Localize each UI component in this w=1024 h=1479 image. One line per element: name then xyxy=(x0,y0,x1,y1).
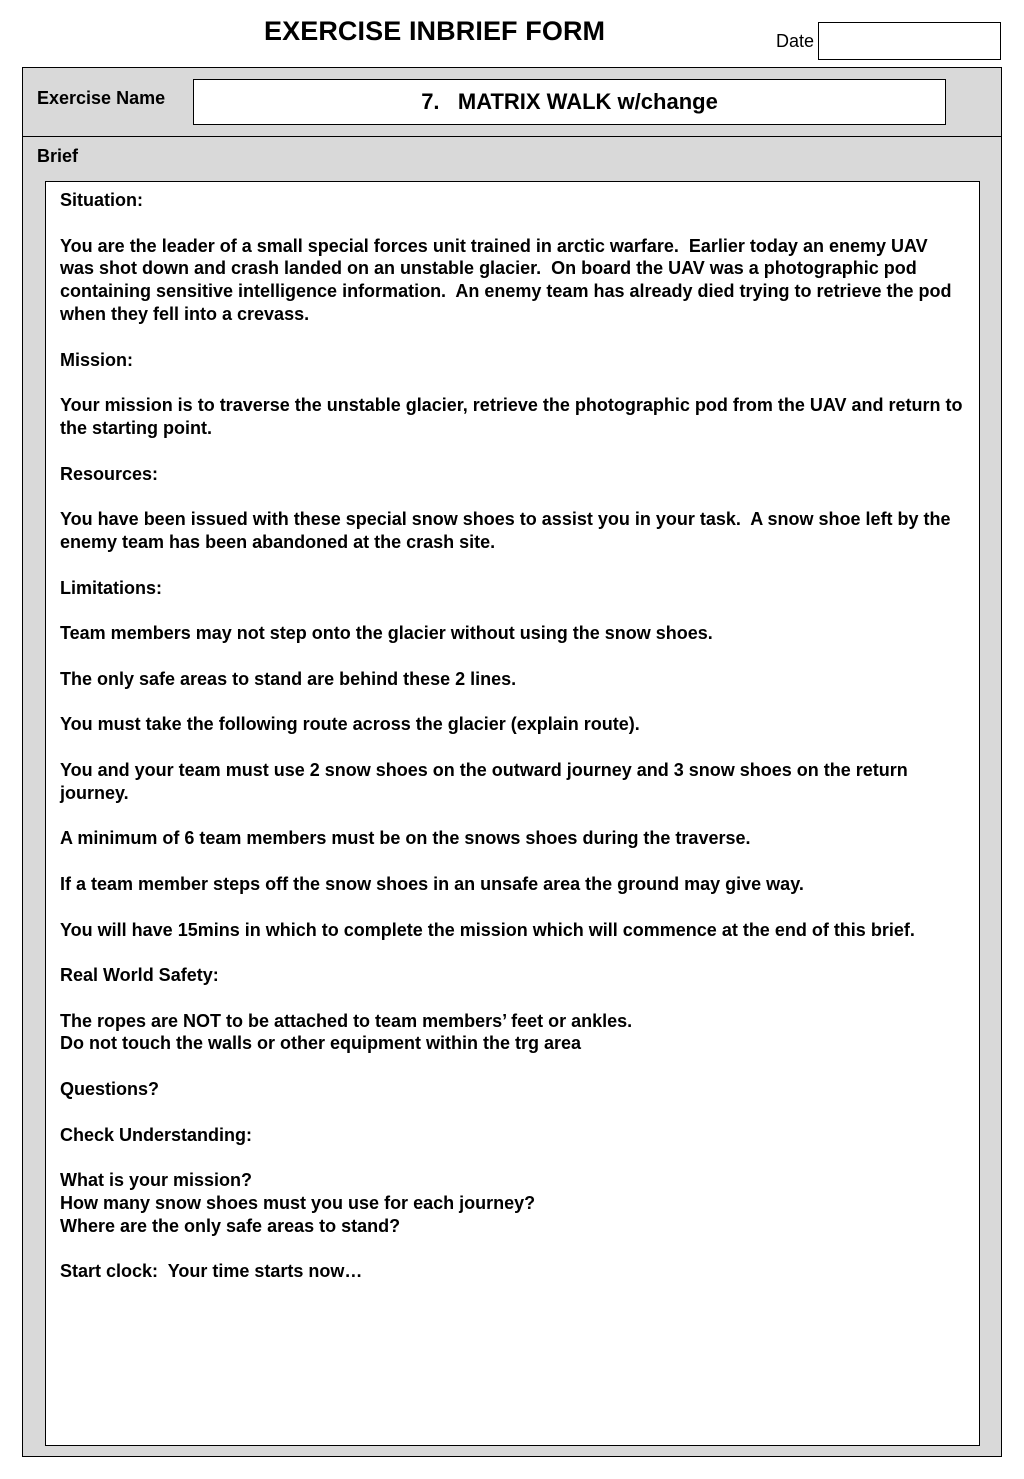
date-label: Date xyxy=(776,31,815,51)
date-field[interactable] xyxy=(818,22,1001,60)
questions-heading: Questions? xyxy=(60,1079,160,1100)
limitation-route: You must take the following route across the glacier (explain route). xyxy=(60,714,640,735)
limitation-time: You will have 15mins in which to complete the mission which will commence at the end of this brief. xyxy=(60,919,915,940)
mission-heading: Mission: xyxy=(60,349,134,370)
limitation-unsafe-area: If a team member steps off the snow shoes in an unsafe area the ground may give way. xyxy=(60,873,804,894)
brief-label: Brief xyxy=(37,146,79,166)
mission-text: Your mission is to traverse the unstable glacier, retrieve the photographic pod from the UAV and return to the starting point. xyxy=(60,395,968,438)
resources-text: You have been issued with these special snow shoes to assist you in your task. A snow shoe left by the enemy team has been abandoned at the crash site. xyxy=(60,509,956,552)
situation-text: You are the leader of a small special forces unit trained in arctic warfare. Earlier today an enemy UAV was shot down and crash landed on an unstable glacier. On board the UAV was a photographic pod containing sensitive intelligence information. An enemy team has already died trying to retrieve the pod when they fell into a crevass. xyxy=(60,235,957,324)
limitation-team-minimum: A minimum of 6 team members must be on the snows shoes during the traverse. xyxy=(60,828,751,849)
safety-text: The ropes are NOT to be attached to team members’ feet or ankles. Do not touch the walls or other equipment within the trg area xyxy=(60,1010,633,1054)
start-clock-text: Start clock: Your time starts now… xyxy=(60,1261,363,1282)
exercise-name-label: Exercise Name xyxy=(37,88,166,108)
situation-heading: Situation: xyxy=(60,190,143,210)
form-frame xyxy=(22,67,1002,1457)
check-understanding-questions: What is your mission? How many snow shoes must you use for each journey? Where are the only safe areas to stand? xyxy=(60,1170,536,1236)
limitation-shoe-count: You and your team must use 2 snow shoes on the outward journey and 3 snow shoes on the return journey. xyxy=(60,759,913,803)
limitations-heading: Limitations: xyxy=(60,577,162,598)
safety-heading: Real World Safety: xyxy=(60,965,219,986)
exercise-name-field[interactable]: 7. MATRIX WALK w/change xyxy=(193,79,946,125)
brief-text-box[interactable] xyxy=(45,181,980,1446)
exercise-name-section xyxy=(23,68,1001,137)
limitation-snow-shoes: Team members may not step onto the glacier without using the snow shoes. xyxy=(60,623,713,644)
form-title: EXERCISE INBRIEF FORM xyxy=(264,16,606,46)
check-understanding-heading: Check Understanding: xyxy=(60,1124,253,1145)
limitation-safe-areas: The only safe areas to stand are behind these 2 lines. xyxy=(60,668,517,689)
resources-heading: Resources: xyxy=(60,463,159,484)
